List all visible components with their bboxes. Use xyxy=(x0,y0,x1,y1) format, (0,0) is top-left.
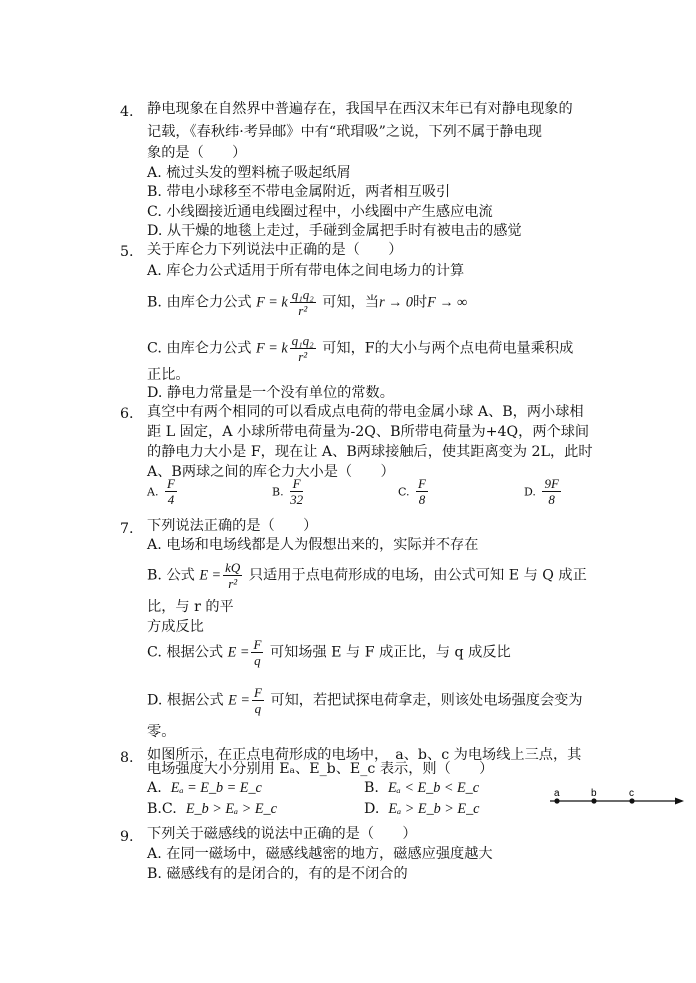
label-a: a xyxy=(554,788,560,799)
q4-stem-line3: 象的是（ ） xyxy=(147,145,247,161)
q7-option-b-cont2: 方成反比 xyxy=(147,619,204,635)
q8-option-a xyxy=(147,779,262,798)
q8-option-b xyxy=(364,779,479,798)
q7-d-num: F xyxy=(253,685,262,700)
q5-b-fraction xyxy=(290,287,316,318)
q5-b-formula-lhs: F = k xyxy=(256,294,288,311)
q6-a-den: 4 xyxy=(167,492,175,507)
q9-option-b: B. 磁感线有的是闭合的，有的是不闭合的 xyxy=(147,866,408,882)
label-c: c xyxy=(629,788,634,799)
q6-option-c xyxy=(398,476,430,507)
q5-c-prefix: C. 由库仑力公式 xyxy=(147,340,252,357)
q5-b-limit: r → 0 xyxy=(379,294,413,311)
q7-c-fraction xyxy=(251,637,263,668)
q7-d-fraction xyxy=(252,685,264,716)
q7-c-num: F xyxy=(253,637,262,652)
q6-b-num: F xyxy=(290,476,303,492)
q5-b-prefix: B. 由库仑力公式 xyxy=(147,294,252,311)
q7-stem: 下列说法正确的是（ ） xyxy=(147,518,318,534)
q7-option-b xyxy=(147,560,587,591)
q8-b-expr: Eₐ < E_b < E_c xyxy=(387,780,480,796)
q6-d-num: 9F xyxy=(544,476,559,491)
q7-b-num: kQ xyxy=(225,560,241,575)
q4-number: 4. xyxy=(120,104,134,120)
q7-option-d xyxy=(147,685,583,716)
q4-stem-line1: 静电现象在自然界中普遍存在，我国早在西汉末年已有对静电现象的 xyxy=(147,101,573,117)
q7-d-den: q xyxy=(254,701,262,716)
q8-option-c xyxy=(147,800,277,819)
q8-a-label: A. xyxy=(147,780,162,796)
q6-option-b xyxy=(272,476,305,507)
q8-d-label: D. xyxy=(364,801,380,817)
q7-c-lhs: E = xyxy=(227,644,250,661)
q5-c-frac-num: q₁q₂ xyxy=(291,333,314,348)
q6-d-fraction xyxy=(542,476,560,507)
q4-stem-line2: 记载，《春秋纬·考异邮》中有“玳瑁吸”之说，下列不属于静电现 xyxy=(147,124,542,140)
q7-number: 7. xyxy=(120,521,134,537)
q6-c-fraction xyxy=(416,476,428,507)
q6-a-num: F xyxy=(166,476,175,491)
q6-c-num: F xyxy=(418,476,426,491)
q5-option-d: D. 静电力常量是一个没有单位的常数。 xyxy=(147,385,394,401)
q9-number: 9. xyxy=(120,829,134,845)
q4-option-c: C. 小线圈接近通电线圈过程中，小线圈中产生感应电流 xyxy=(147,204,493,220)
q5-stem: 关于库仑力下列说法中正确的是（ ） xyxy=(147,242,403,258)
q4-option-d: D. 从干燥的地毯上走过，手碰到金属把手时有被电击的感觉 xyxy=(147,223,522,239)
q6-d-label: D. xyxy=(524,485,536,499)
q8-c-expr: E_b > Eₐ > E_c xyxy=(185,801,277,817)
q5-c-frac-den: r² xyxy=(298,349,308,364)
q5-option-a: A. 库仑力公式适用于所有带电体之间电场力的计算 xyxy=(147,263,465,279)
q7-c-prefix: C. 根据公式 xyxy=(147,644,224,661)
q7-b-suffix: 只适用于点电荷形成的电场，由公式可知 E 与 Q 成正 xyxy=(248,567,587,584)
q8-d-expr: Eₐ > E_b > E_c xyxy=(388,801,480,817)
q6-b-den: 32 xyxy=(290,492,304,507)
q5-c-fraction xyxy=(290,333,316,364)
q6-stem-line3: 的静电力大小是 F，现在让 A、B两球接触后，使其距离变为 2L，此时 xyxy=(147,444,593,460)
q7-c-den: q xyxy=(254,653,261,668)
q5-option-c-cont: 正比。 xyxy=(147,367,190,383)
q5-option-b xyxy=(147,287,467,318)
q8-stem-line2: 电场强度大小分别用 Eₐ、E_b、E_c 表示，则（ ） xyxy=(147,761,494,777)
q6-d-den: 8 xyxy=(548,492,555,507)
q8-number: 8. xyxy=(120,750,134,766)
q5-b-frac-num: q₁q₂ xyxy=(291,287,314,302)
q6-stem-line1: 真空中有两个相同的可以看成点电荷的带电金属小球 A、B，两小球相 xyxy=(147,404,584,420)
field-line-figure xyxy=(546,786,686,816)
q5-b-frac-den: r² xyxy=(298,303,308,318)
q6-b-fraction xyxy=(290,476,303,507)
point-b xyxy=(591,798,596,803)
q5-b-limit-result: F → ∞ xyxy=(427,294,468,311)
q7-d-prefix: D. 根据公式 xyxy=(147,692,224,709)
q6-a-label: A. xyxy=(147,485,159,499)
q7-option-b-cont1: 比，与 r 的平 xyxy=(147,599,234,615)
q7-b-prefix: B. 公式 xyxy=(147,567,195,584)
q8-c-label: B.C. xyxy=(147,801,177,817)
q6-c-label: C. xyxy=(398,485,410,499)
q6-number: 6. xyxy=(120,406,134,422)
q8-a-expr: Eₐ = E_b = E_c xyxy=(170,780,262,796)
q6-option-a xyxy=(147,476,179,507)
q7-d-lhs: E = xyxy=(228,692,250,709)
q4-option-b: B. 带电小球移至不带电金属附近，两者相互吸引 xyxy=(147,184,451,200)
q5-b-middle: 可知，当 xyxy=(322,294,380,311)
q8-stem-line1: 如图所示，在正点电荷形成的电场中， a、b、c 为电场线上三点，其 xyxy=(147,747,582,763)
q6-stem-line2: 距 L 固定，A 小球所带电荷量为-2Q、B所带电荷量为+4Q，两个球间 xyxy=(147,424,590,440)
q7-b-lhs: E = xyxy=(199,567,222,584)
q5-b-tail: 时 xyxy=(412,294,428,311)
point-a xyxy=(554,798,559,803)
q8-option-d xyxy=(364,800,479,819)
q7-option-a: A. 电场和电场线都是人为假想出来的，实际并不存在 xyxy=(147,537,479,553)
point-c xyxy=(629,798,634,803)
q8-b-label: B. xyxy=(364,780,379,796)
q7-option-c xyxy=(147,637,511,668)
q7-d-suffix: 可知，若把试探电荷拿走，则该处电场强度会变为 xyxy=(270,692,583,709)
field-line-arrowhead xyxy=(675,798,684,805)
q6-c-den: 8 xyxy=(418,492,426,507)
q7-option-d-cont: 零。 xyxy=(147,724,176,740)
q4-option-a: A. 梳过头发的塑料梳子吸起纸屑 xyxy=(147,165,351,181)
q7-b-den: r² xyxy=(228,576,238,591)
q5-c-suffix: 可知，F的大小与两个点电荷电量乘积成 xyxy=(322,340,574,357)
q9-option-a: A. 在同一磁场中，磁感线越密的地方，磁感应强度越大 xyxy=(147,846,493,862)
q5-option-c xyxy=(147,333,573,364)
q5-c-formula-lhs: F = k xyxy=(256,340,288,357)
q6-a-fraction xyxy=(165,476,177,507)
q7-b-fraction xyxy=(223,560,242,591)
q6-stem-line4: A、B两球之间的库仑力大小是（ ） xyxy=(147,464,395,480)
q6-option-d xyxy=(524,476,563,507)
label-b: b xyxy=(591,788,597,799)
q9-stem: 下列关于磁感线的说法中正确的是（ ） xyxy=(147,826,417,842)
q7-c-suffix: 可知场强 E 与 F 成正比，与 q 成反比 xyxy=(269,644,511,661)
q5-number: 5. xyxy=(120,244,134,260)
q6-b-label: B. xyxy=(272,485,284,499)
